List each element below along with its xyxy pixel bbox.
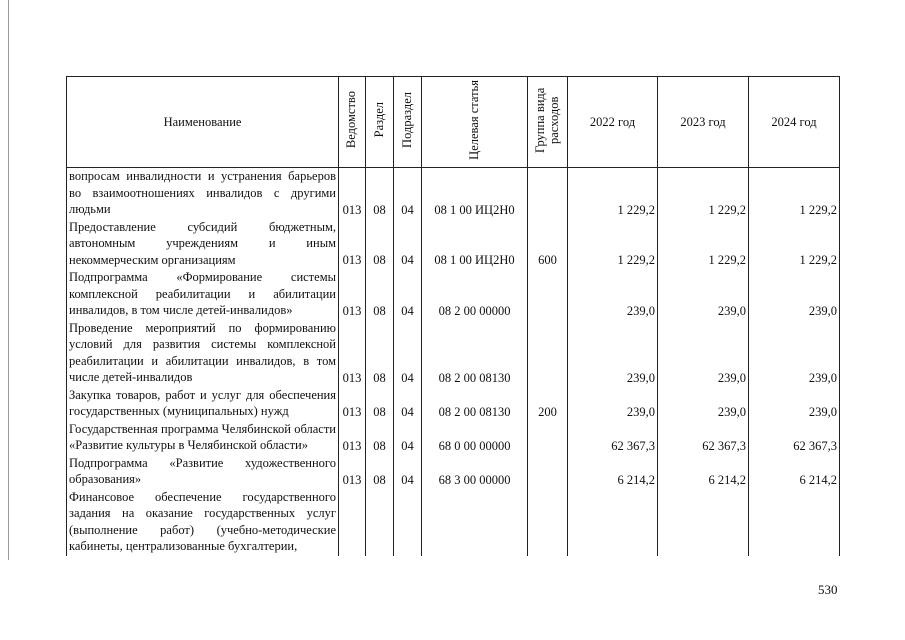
- row-celevaya: 08 2 00 08130: [422, 387, 528, 421]
- header-name: Наименование: [67, 77, 339, 168]
- table-header-row: [67, 77, 840, 168]
- row-vedomstvo: 013: [339, 387, 366, 421]
- row-vedomstvo: 013: [339, 219, 366, 270]
- row-celevaya: 08 2 00 08130: [422, 320, 528, 387]
- row-2022: 239,0: [568, 387, 658, 421]
- row-podrazdel: 04: [394, 421, 422, 455]
- row-2022: 62 367,3: [568, 421, 658, 455]
- row-2024: 1 229,2: [749, 168, 840, 219]
- table-row: [67, 219, 840, 270]
- header-podrazdel: Подраздел: [394, 77, 422, 168]
- row-name: Финансовое обеспечение государственного задания на оказание государственных услуг (выполнение работ) (учебно-методические кабинеты, централизованные бухгалтерии,: [67, 489, 339, 556]
- row-celevaya: 68 0 00 00000: [422, 421, 528, 455]
- row-gruppa: [528, 489, 568, 556]
- row-name: Проведение мероприятий по формированию условий для развития системы комплексной реабилитации и абилитации инвалидов, в том числе детей-инвалидов: [67, 320, 339, 387]
- table-row: [67, 489, 840, 556]
- row-2023: 6 214,2: [658, 455, 749, 489]
- row-razdel: 08: [366, 269, 394, 320]
- row-2024: [749, 489, 840, 556]
- header-razdel: Раздел: [366, 77, 394, 168]
- row-2024: 239,0: [749, 320, 840, 387]
- row-2024: 1 229,2: [749, 219, 840, 270]
- row-2024: 239,0: [749, 269, 840, 320]
- row-2022: 6 214,2: [568, 455, 658, 489]
- row-2023: [658, 489, 749, 556]
- row-podrazdel: 04: [394, 269, 422, 320]
- row-2023: 1 229,2: [658, 219, 749, 270]
- header-2022: 2022 год: [568, 77, 658, 168]
- row-2022: 239,0: [568, 269, 658, 320]
- table-row: [67, 387, 840, 421]
- row-2023: 62 367,3: [658, 421, 749, 455]
- row-gruppa: 200: [528, 387, 568, 421]
- row-gruppa: [528, 168, 568, 219]
- row-podrazdel: 04: [394, 320, 422, 387]
- row-name: Предоставление субсидий бюджетным, автономным учреждениям и иным некоммерческим организациям: [67, 219, 339, 270]
- row-razdel: 08: [366, 168, 394, 219]
- row-2022: 1 229,2: [568, 168, 658, 219]
- row-vedomstvo: [339, 489, 366, 556]
- row-podrazdel: 04: [394, 387, 422, 421]
- row-2023: 239,0: [658, 320, 749, 387]
- header-2024: 2024 год: [749, 77, 840, 168]
- row-2024: 62 367,3: [749, 421, 840, 455]
- row-name: Подпрограмма «Развитие художественного образования»: [67, 455, 339, 489]
- row-celevaya: [422, 489, 528, 556]
- row-vedomstvo: 013: [339, 320, 366, 387]
- row-razdel: 08: [366, 455, 394, 489]
- row-name: Подпрограмма «Формирование системы комплексной реабилитации и абилитации инвалидов, в том числе детей-инвалидов»: [67, 269, 339, 320]
- header-gruppa-vida-rashodov: Группа вида расходов: [528, 77, 568, 168]
- table-row: [67, 455, 840, 489]
- page-number: 530: [818, 582, 838, 597]
- row-2022: [568, 489, 658, 556]
- row-vedomstvo: 013: [339, 168, 366, 219]
- row-2024: 239,0: [749, 387, 840, 421]
- row-razdel: [366, 489, 394, 556]
- row-2023: 239,0: [658, 269, 749, 320]
- row-razdel: 08: [366, 421, 394, 455]
- table-row: [67, 269, 840, 320]
- row-celevaya: 08 1 00 ИЦ2Н0: [422, 219, 528, 270]
- row-2023: 239,0: [658, 387, 749, 421]
- table-row: [67, 421, 840, 455]
- budget-table: [66, 76, 840, 556]
- row-podrazdel: 04: [394, 168, 422, 219]
- row-2022: 239,0: [568, 320, 658, 387]
- row-podrazdel: 04: [394, 219, 422, 270]
- table-row: [67, 320, 840, 387]
- row-gruppa: [528, 455, 568, 489]
- row-vedomstvo: 013: [339, 269, 366, 320]
- row-celevaya: 68 3 00 00000: [422, 455, 528, 489]
- header-vedomstvo: Ведомство: [339, 77, 366, 168]
- row-vedomstvo: 013: [339, 421, 366, 455]
- row-2023: 1 229,2: [658, 168, 749, 219]
- table-row: [67, 168, 840, 219]
- row-vedomstvo: 013: [339, 455, 366, 489]
- row-razdel: 08: [366, 219, 394, 270]
- row-gruppa: [528, 320, 568, 387]
- header-celevaya-statya: Целевая статья: [422, 77, 528, 168]
- row-name: Государственная программа Челябинской области «Развитие культуры в Челябинской области»: [67, 421, 339, 455]
- header-2023: 2023 год: [658, 77, 749, 168]
- row-podrazdel: 04: [394, 455, 422, 489]
- row-celevaya: 08 1 00 ИЦ2Н0: [422, 168, 528, 219]
- row-celevaya: 08 2 00 00000: [422, 269, 528, 320]
- row-gruppa: [528, 421, 568, 455]
- row-2022: 1 229,2: [568, 219, 658, 270]
- scan-edge-line: [8, 0, 9, 560]
- row-name: вопросам инвалидности и устранения барьеров во взаимоотношениях инвалидов с другими людьми: [67, 168, 339, 219]
- row-name: Закупка товаров, работ и услуг для обеспечения государственных (муниципальных) нужд: [67, 387, 339, 421]
- row-podrazdel: [394, 489, 422, 556]
- row-gruppa: [528, 269, 568, 320]
- row-gruppa: 600: [528, 219, 568, 270]
- row-razdel: 08: [366, 320, 394, 387]
- row-2024: 6 214,2: [749, 455, 840, 489]
- row-razdel: 08: [366, 387, 394, 421]
